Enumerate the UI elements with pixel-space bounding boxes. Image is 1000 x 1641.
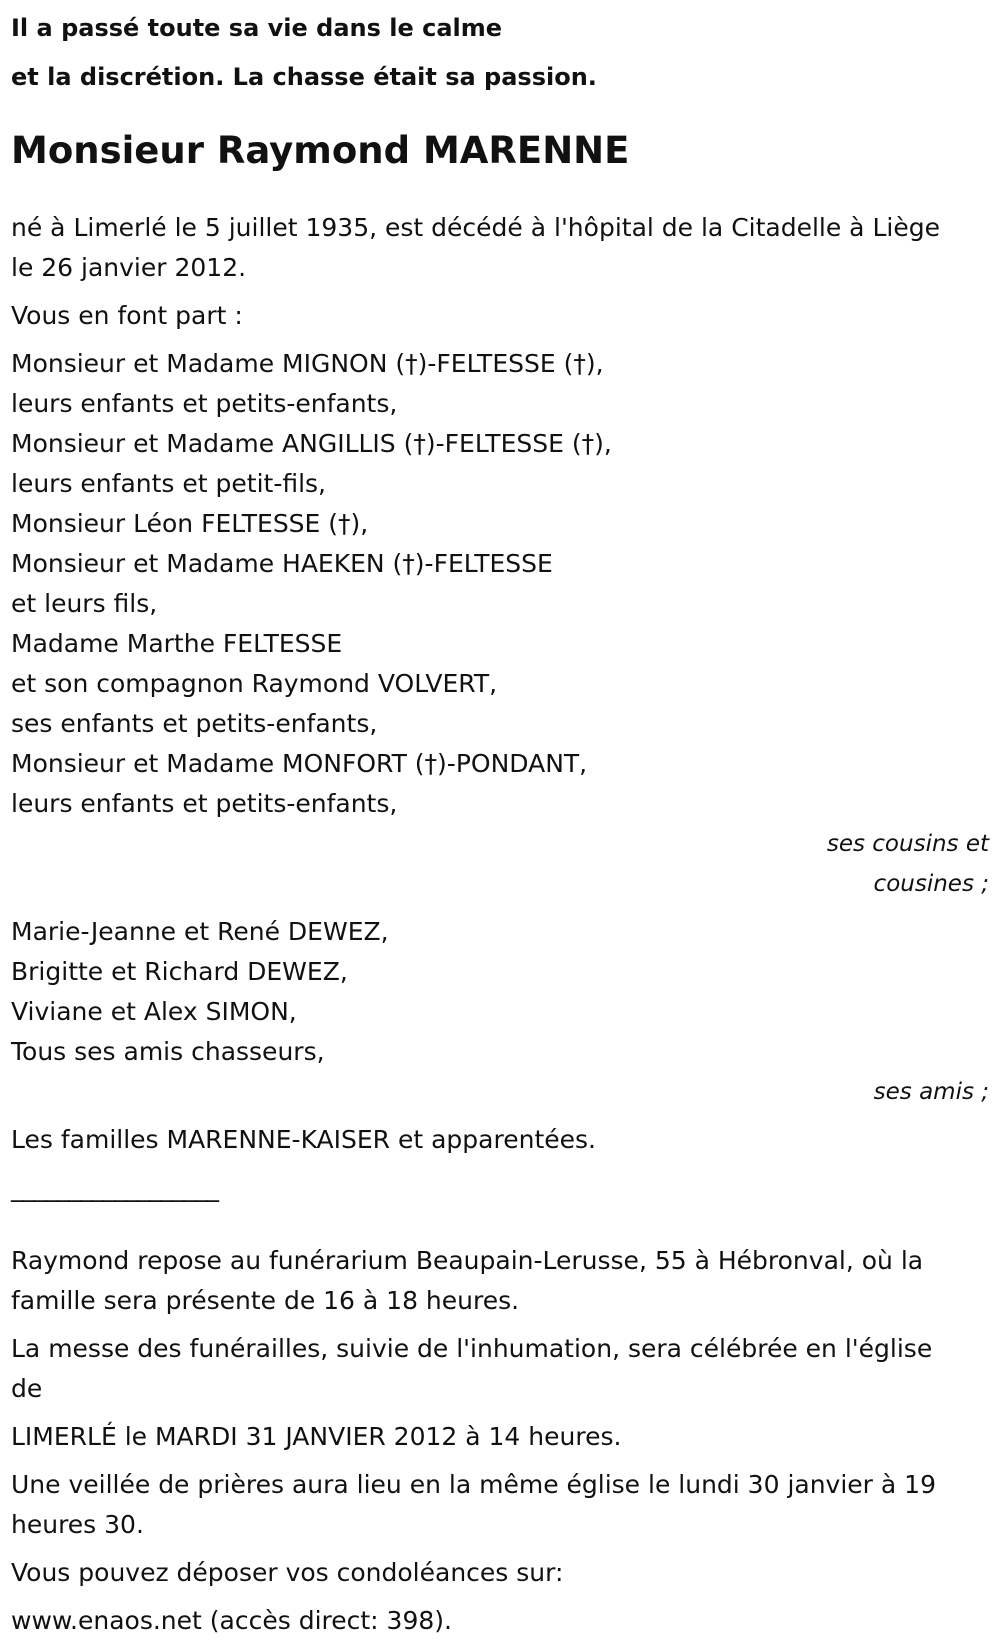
separator-line: __________________ xyxy=(11,1173,218,1202)
rest-paragraph xyxy=(11,1241,989,1321)
cousins-label-line-2: cousines ; xyxy=(873,871,989,897)
rest-line-2: famille sera présente de 16 à 18 heures. xyxy=(11,1286,520,1315)
rest-line-1: Raymond repose au funérarium Beaupain-Lerusse, 55 à Hébronval, où la xyxy=(11,1246,924,1275)
epigraph xyxy=(11,0,989,102)
family-list xyxy=(11,344,989,824)
birth-death-line-1: né à Limerlé le 5 juillet 1935, est décédé à l'hôpital de la Citadelle à Liège xyxy=(11,213,940,242)
vigil-line-2: heures 30. xyxy=(11,1510,144,1539)
family-line: leurs enfants et petits-enfants, xyxy=(11,789,398,818)
funeral-details xyxy=(11,1241,989,1641)
family-line: Monsieur et Madame MONFORT (†)-PONDANT, xyxy=(11,749,588,778)
friend-line: Brigitte et Richard DEWEZ, xyxy=(11,957,348,986)
mass-date: LIMERLÉ le MARDI 31 JANVIER 2012 à 14 heures. xyxy=(11,1422,622,1451)
family-line: Monsieur et Madame HAEKEN (†)-FELTESSE xyxy=(11,549,553,578)
families-line: Les familles MARENNE-KAISER et apparentées. xyxy=(11,1125,596,1154)
mass-line-2: de xyxy=(11,1374,43,1403)
family-line: Monsieur et Madame MIGNON (†)-FELTESSE (†), xyxy=(11,349,604,378)
vigil-line-1: Une veillée de prières aura lieu en la même église le lundi 30 janvier à 19 xyxy=(11,1470,936,1499)
friend-line: Marie-Jeanne et René DEWEZ, xyxy=(11,917,389,946)
vigil-paragraph xyxy=(11,1465,989,1545)
family-line: Monsieur Léon FELTESSE (†), xyxy=(11,509,369,538)
family-line: Madame Marthe FELTESSE xyxy=(11,629,343,658)
deceased-name: Monsieur Raymond MARENNE xyxy=(11,129,630,172)
family-line: leurs enfants et petit-fils, xyxy=(11,469,327,498)
condolences-link: www.enaos.net (accès direct: 398). xyxy=(11,1606,452,1635)
family-line: Monsieur et Madame ANGILLIS (†)-FELTESSE (†), xyxy=(11,429,612,458)
friends-label: ses amis ; xyxy=(873,1079,989,1105)
birth-death-paragraph xyxy=(11,208,989,288)
condolences-intro: Vous pouvez déposer vos condoléances sur: xyxy=(11,1558,564,1587)
mass-paragraph xyxy=(11,1329,989,1409)
family-line: et leurs fils, xyxy=(11,589,158,618)
epigraph-line-2: et la discrétion. La chasse était sa passion. xyxy=(11,63,597,91)
friends-list xyxy=(11,912,989,1072)
friend-line: Tous ses amis chasseurs, xyxy=(11,1037,325,1066)
friend-line: Viviane et Alex SIMON, xyxy=(11,997,297,1026)
cousins-label-line-1: ses cousins et xyxy=(826,831,989,857)
cousins-label xyxy=(789,824,989,904)
family-line: ses enfants et petits-enfants, xyxy=(11,709,378,738)
family-line: et son compagnon Raymond VOLVERT, xyxy=(11,669,498,698)
birth-death-line-2: le 26 janvier 2012. xyxy=(11,253,247,282)
family-line: leurs enfants et petits-enfants, xyxy=(11,389,398,418)
mass-line-1: La messe des funérailles, suivie de l'inhumation, sera célébrée en l'église xyxy=(11,1334,933,1363)
announce-intro: Vous en font part : xyxy=(11,301,243,330)
epigraph-line-1: Il a passé toute sa vie dans le calme xyxy=(11,14,503,42)
